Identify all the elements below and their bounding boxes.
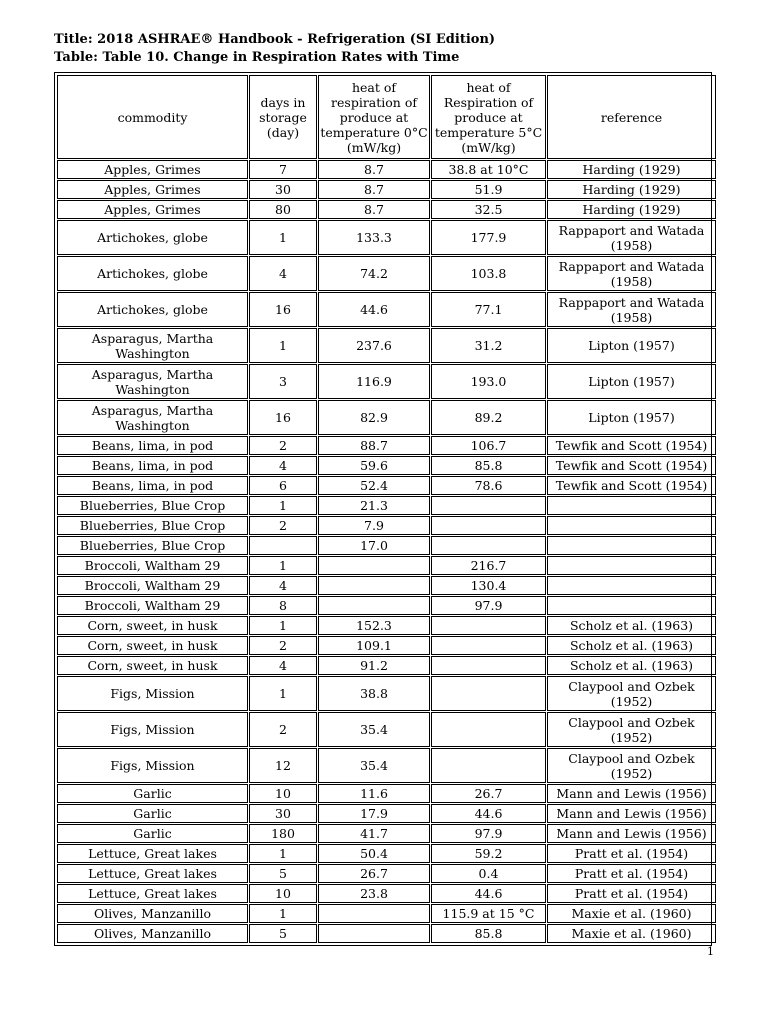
- heat-5c-cell: 31.2: [431, 328, 546, 363]
- days-cell: 180: [249, 824, 317, 843]
- heat-0c-cell: 59.6: [318, 456, 430, 475]
- reference-cell: Claypool and Ozbek (1952): [547, 712, 716, 747]
- heat-0c-cell: 21.3: [318, 496, 430, 515]
- table-row: [57, 476, 716, 495]
- table-row: [57, 496, 716, 515]
- table-header-row: [57, 75, 716, 159]
- commodity-cell: Figs, Mission: [57, 676, 248, 711]
- heat-5c-cell: 130.4: [431, 576, 546, 595]
- heat-0c-cell: 91.2: [318, 656, 430, 675]
- reference-cell: Pratt et al. (1954): [547, 884, 716, 903]
- days-cell: 1: [249, 556, 317, 575]
- table-row: [57, 748, 716, 783]
- heat-0c-cell: 82.9: [318, 400, 430, 435]
- commodity-cell: Olives, Manzanillo: [57, 924, 248, 943]
- days-cell: 80: [249, 200, 317, 219]
- commodity-cell: Garlic: [57, 824, 248, 843]
- heat-0c-cell: 88.7: [318, 436, 430, 455]
- days-cell: 5: [249, 864, 317, 883]
- days-cell: 1: [249, 676, 317, 711]
- table-row: [57, 160, 716, 179]
- commodity-cell: Artichokes, globe: [57, 292, 248, 327]
- heat-5c-cell: 177.9: [431, 220, 546, 255]
- reference-cell: [547, 556, 716, 575]
- commodity-cell: Corn, sweet, in husk: [57, 636, 248, 655]
- commodity-cell: Garlic: [57, 784, 248, 803]
- heat-0c-cell: 109.1: [318, 636, 430, 655]
- commodity-cell: Olives, Manzanillo: [57, 904, 248, 923]
- table-row: [57, 364, 716, 399]
- commodity-cell: Blueberries, Blue Crop: [57, 516, 248, 535]
- days-cell: 1: [249, 328, 317, 363]
- reference-cell: Scholz et al. (1963): [547, 616, 716, 635]
- reference-cell: Scholz et al. (1963): [547, 656, 716, 675]
- commodity-cell: Artichokes, globe: [57, 220, 248, 255]
- commodity-cell: Apples, Grimes: [57, 200, 248, 219]
- heat-5c-cell: 44.6: [431, 884, 546, 903]
- reference-cell: [547, 576, 716, 595]
- heat-5c-cell: [431, 516, 546, 535]
- reference-cell: Tewfik and Scott (1954): [547, 476, 716, 495]
- reference-cell: Harding (1929): [547, 200, 716, 219]
- table-row: [57, 596, 716, 615]
- days-cell: 12: [249, 748, 317, 783]
- table-row: [57, 180, 716, 199]
- heat-0c-cell: [318, 924, 430, 943]
- days-cell: 4: [249, 256, 317, 291]
- reference-cell: Rappaport and Watada (1958): [547, 256, 716, 291]
- reference-cell: Harding (1929): [547, 160, 716, 179]
- days-cell: 10: [249, 784, 317, 803]
- table-row: [57, 616, 716, 635]
- heat-0c-cell: [318, 576, 430, 595]
- reference-cell: Pratt et al. (1954): [547, 864, 716, 883]
- table-row: [57, 804, 716, 823]
- table-row: [57, 676, 716, 711]
- table-row: [57, 220, 716, 255]
- table-row: [57, 292, 716, 327]
- table-caption: Table: Table 10. Change in Respiration Rates with Time: [54, 50, 460, 65]
- col-header-days: days in storage (day): [249, 75, 317, 159]
- commodity-cell: Asparagus, Martha Washington: [57, 400, 248, 435]
- commodity-cell: Corn, sweet, in husk: [57, 656, 248, 675]
- heat-5c-cell: 0.4: [431, 864, 546, 883]
- days-cell: 4: [249, 456, 317, 475]
- heat-5c-cell: 51.9: [431, 180, 546, 199]
- reference-cell: Maxie et al. (1960): [547, 924, 716, 943]
- heat-0c-cell: 7.9: [318, 516, 430, 535]
- commodity-cell: Asparagus, Martha Washington: [57, 364, 248, 399]
- days-cell: 6: [249, 476, 317, 495]
- heat-0c-cell: 8.7: [318, 180, 430, 199]
- table-body: [57, 160, 716, 943]
- heat-0c-cell: 52.4: [318, 476, 430, 495]
- heat-0c-cell: 74.2: [318, 256, 430, 291]
- heat-0c-cell: 26.7: [318, 864, 430, 883]
- heat-5c-cell: 115.9 at 15 °C: [431, 904, 546, 923]
- reference-cell: Mann and Lewis (1956): [547, 784, 716, 803]
- heat-5c-cell: 77.1: [431, 292, 546, 327]
- days-cell: 30: [249, 180, 317, 199]
- reference-cell: Tewfik and Scott (1954): [547, 456, 716, 475]
- commodity-cell: Lettuce, Great lakes: [57, 844, 248, 863]
- heat-5c-cell: 106.7: [431, 436, 546, 455]
- table-row: [57, 536, 716, 555]
- days-cell: 8: [249, 596, 317, 615]
- heat-0c-cell: 44.6: [318, 292, 430, 327]
- commodity-cell: Artichokes, globe: [57, 256, 248, 291]
- days-cell: 10: [249, 884, 317, 903]
- reference-cell: Mann and Lewis (1956): [547, 824, 716, 843]
- days-cell: 16: [249, 400, 317, 435]
- respiration-table: [56, 74, 717, 944]
- heat-5c-cell: [431, 496, 546, 515]
- heat-5c-cell: [431, 676, 546, 711]
- heat-0c-cell: 35.4: [318, 712, 430, 747]
- heat-0c-cell: 8.7: [318, 200, 430, 219]
- heat-5c-cell: 103.8: [431, 256, 546, 291]
- heat-5c-cell: 59.2: [431, 844, 546, 863]
- reference-cell: Lipton (1957): [547, 400, 716, 435]
- heat-5c-cell: [431, 536, 546, 555]
- heat-5c-cell: 216.7: [431, 556, 546, 575]
- heat-0c-cell: 35.4: [318, 748, 430, 783]
- heat-5c-cell: 97.9: [431, 824, 546, 843]
- col-header-commodity: commodity: [57, 75, 248, 159]
- table-row: [57, 656, 716, 675]
- reference-cell: Pratt et al. (1954): [547, 844, 716, 863]
- days-cell: 16: [249, 292, 317, 327]
- reference-cell: Lipton (1957): [547, 328, 716, 363]
- days-cell: 1: [249, 844, 317, 863]
- table-row: [57, 576, 716, 595]
- days-cell: 2: [249, 516, 317, 535]
- commodity-cell: Beans, lima, in pod: [57, 476, 248, 495]
- table-row: [57, 436, 716, 455]
- reference-cell: [547, 496, 716, 515]
- reference-cell: Rappaport and Watada (1958): [547, 292, 716, 327]
- heat-5c-cell: 38.8 at 10°C: [431, 160, 546, 179]
- table-row: [57, 636, 716, 655]
- days-cell: 7: [249, 160, 317, 179]
- heat-5c-cell: [431, 616, 546, 635]
- table-row: [57, 328, 716, 363]
- commodity-cell: Beans, lima, in pod: [57, 436, 248, 455]
- col-header-heat-0c: heat of respiration of produce at temperature 0°C (mW/kg): [318, 75, 430, 159]
- commodity-cell: Asparagus, Martha Washington: [57, 328, 248, 363]
- heat-5c-cell: 85.8: [431, 456, 546, 475]
- days-cell: [249, 536, 317, 555]
- heat-0c-cell: 237.6: [318, 328, 430, 363]
- reference-cell: [547, 536, 716, 555]
- days-cell: 2: [249, 712, 317, 747]
- commodity-cell: Blueberries, Blue Crop: [57, 496, 248, 515]
- commodity-cell: Garlic: [57, 804, 248, 823]
- table-row: [57, 864, 716, 883]
- table-row: [57, 712, 716, 747]
- days-cell: 1: [249, 496, 317, 515]
- reference-cell: Maxie et al. (1960): [547, 904, 716, 923]
- heat-5c-cell: 44.6: [431, 804, 546, 823]
- reference-cell: [547, 596, 716, 615]
- days-cell: 1: [249, 904, 317, 923]
- heat-0c-cell: 133.3: [318, 220, 430, 255]
- col-header-heat-5c: heat of Respiration of produce at temperature 5°C (mW/kg): [431, 75, 546, 159]
- commodity-cell: Apples, Grimes: [57, 160, 248, 179]
- table-row: [57, 884, 716, 903]
- reference-cell: Tewfik and Scott (1954): [547, 436, 716, 455]
- reference-cell: Rappaport and Watada (1958): [547, 220, 716, 255]
- commodity-cell: Broccoli, Waltham 29: [57, 556, 248, 575]
- days-cell: 5: [249, 924, 317, 943]
- respiration-table-frame: [54, 72, 712, 946]
- table-row: [57, 400, 716, 435]
- days-cell: 2: [249, 636, 317, 655]
- col-header-reference: reference: [547, 75, 716, 159]
- reference-cell: Scholz et al. (1963): [547, 636, 716, 655]
- commodity-cell: Lettuce, Great lakes: [57, 864, 248, 883]
- table-row: [57, 200, 716, 219]
- commodity-cell: Beans, lima, in pod: [57, 456, 248, 475]
- reference-cell: Lipton (1957): [547, 364, 716, 399]
- commodity-cell: Apples, Grimes: [57, 180, 248, 199]
- commodity-cell: Corn, sweet, in husk: [57, 616, 248, 635]
- days-cell: 30: [249, 804, 317, 823]
- table-row: [57, 784, 716, 803]
- heat-0c-cell: 17.0: [318, 536, 430, 555]
- heat-5c-cell: 85.8: [431, 924, 546, 943]
- table-row: [57, 824, 716, 843]
- heat-5c-cell: 32.5: [431, 200, 546, 219]
- heat-0c-cell: 23.8: [318, 884, 430, 903]
- commodity-cell: Lettuce, Great lakes: [57, 884, 248, 903]
- reference-cell: Claypool and Ozbek (1952): [547, 748, 716, 783]
- heat-5c-cell: 78.6: [431, 476, 546, 495]
- days-cell: 1: [249, 616, 317, 635]
- heat-5c-cell: 97.9: [431, 596, 546, 615]
- commodity-cell: Blueberries, Blue Crop: [57, 536, 248, 555]
- reference-cell: Harding (1929): [547, 180, 716, 199]
- table-row: [57, 924, 716, 943]
- heat-0c-cell: [318, 904, 430, 923]
- days-cell: 1: [249, 220, 317, 255]
- reference-cell: Mann and Lewis (1956): [547, 804, 716, 823]
- document-title: Title: 2018 ASHRAE® Handbook - Refrigeration (SI Edition): [54, 32, 496, 47]
- reference-cell: Claypool and Ozbek (1952): [547, 676, 716, 711]
- heat-5c-cell: [431, 712, 546, 747]
- heat-0c-cell: 152.3: [318, 616, 430, 635]
- document-header: [54, 31, 734, 67]
- days-cell: 4: [249, 656, 317, 675]
- heat-0c-cell: 11.6: [318, 784, 430, 803]
- days-cell: 2: [249, 436, 317, 455]
- heat-5c-cell: 193.0: [431, 364, 546, 399]
- heat-5c-cell: 89.2: [431, 400, 546, 435]
- heat-5c-cell: 26.7: [431, 784, 546, 803]
- heat-0c-cell: [318, 596, 430, 615]
- table-row: [57, 456, 716, 475]
- heat-0c-cell: 38.8: [318, 676, 430, 711]
- heat-0c-cell: 17.9: [318, 804, 430, 823]
- heat-0c-cell: 116.9: [318, 364, 430, 399]
- heat-5c-cell: [431, 748, 546, 783]
- commodity-cell: Figs, Mission: [57, 748, 248, 783]
- commodity-cell: Broccoli, Waltham 29: [57, 596, 248, 615]
- heat-5c-cell: [431, 636, 546, 655]
- page-number: 1: [707, 945, 714, 958]
- table-row: [57, 844, 716, 863]
- commodity-cell: Figs, Mission: [57, 712, 248, 747]
- heat-0c-cell: [318, 556, 430, 575]
- heat-0c-cell: 8.7: [318, 160, 430, 179]
- days-cell: 4: [249, 576, 317, 595]
- days-cell: 3: [249, 364, 317, 399]
- table-row: [57, 256, 716, 291]
- table-row: [57, 556, 716, 575]
- table-row: [57, 904, 716, 923]
- commodity-cell: Broccoli, Waltham 29: [57, 576, 248, 595]
- table-row: [57, 516, 716, 535]
- heat-0c-cell: 50.4: [318, 844, 430, 863]
- heat-0c-cell: 41.7: [318, 824, 430, 843]
- heat-5c-cell: [431, 656, 546, 675]
- reference-cell: [547, 516, 716, 535]
